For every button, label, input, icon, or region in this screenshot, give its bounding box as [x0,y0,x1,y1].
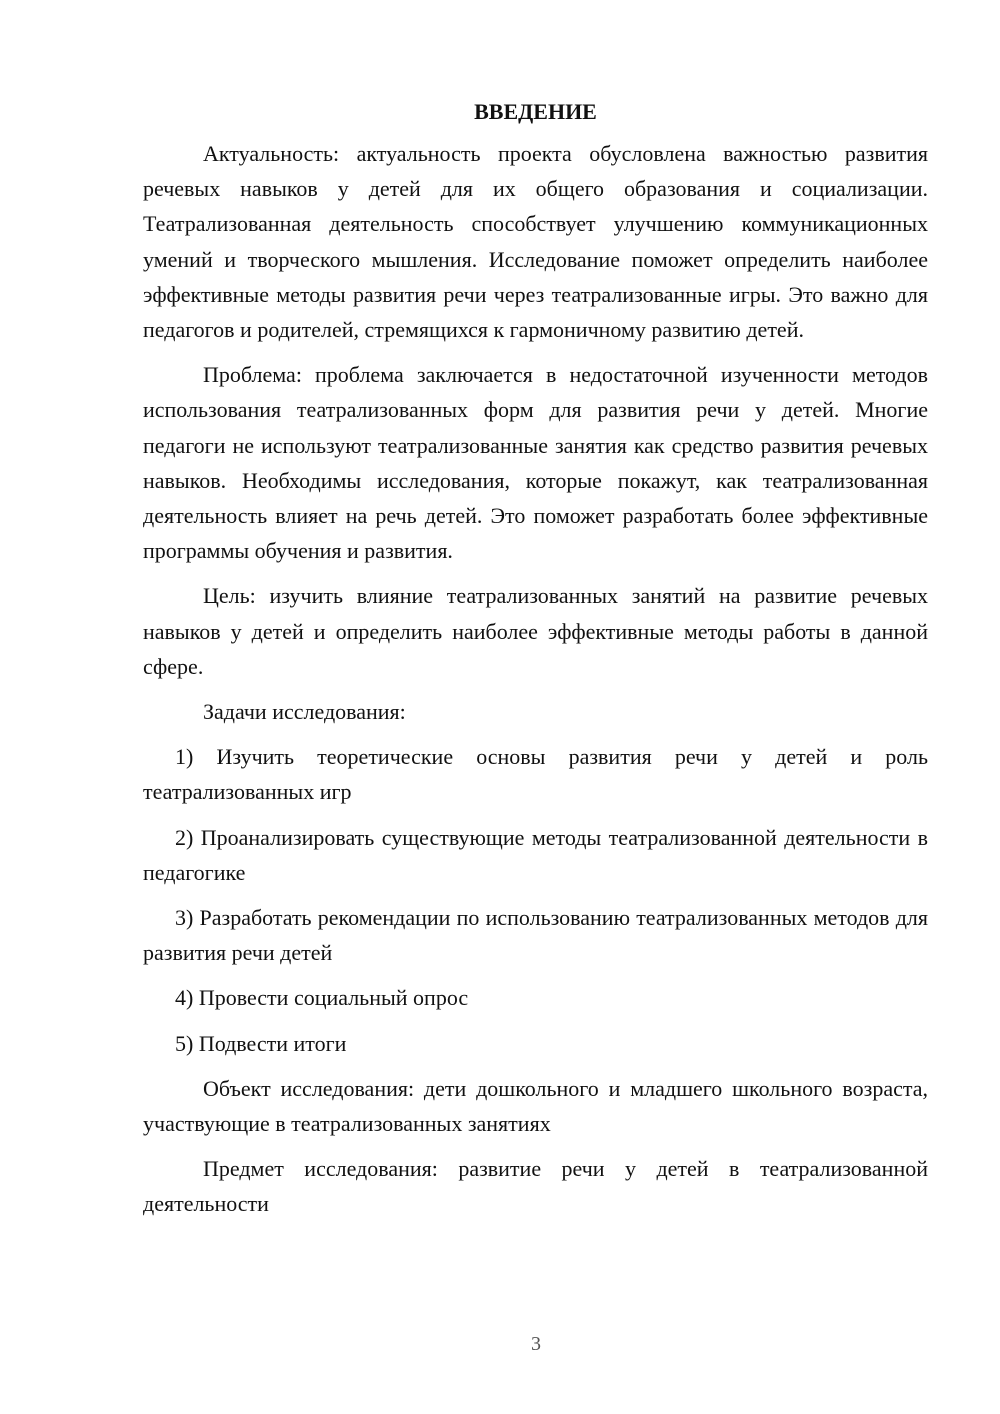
document-page [143,96,928,1232]
paragraph-subject: Предмет исследования: развитие речи у детей в театрализованной деятельности [143,1156,928,1217]
paragraph-goal: Цель: изучить влияние театрализованных занятий на развитие речевых навыков у детей и определить наиболее эффективные методы работы в данной сфере. [143,583,928,679]
paragraph-object: Объект исследования: дети дошкольного и младшего школьного возраста, участвующие в театрализованных занятиях [143,1075,928,1137]
page-title: ВВЕДЕНИЕ [474,99,597,124]
list-item: 5) Подвести итоги [175,1030,347,1056]
paragraph-problem: Проблема: проблема заключается в недостаточной изученности методов использования театрализованных форм для развития речи у детей. Многие педагоги не используют театрализованные занятия как средство развития речевых навыков. Необходимы исследования, которые покажут, как театрализованная деятельность влияет на речь детей. Это поможет разработать более эффективные программы обучения и развития. [143,362,928,564]
tasks-list [143,739,928,1061]
list-item: 2) Проанализировать существующие методы театрализованной деятельности в педагогике [143,824,928,885]
page-number: 3 [531,1333,541,1355]
tasks-heading: Задачи исследования: [203,699,406,725]
list-item: 1) Изучить теоретические основы развития речи у детей и роль театрализованных игр [143,744,928,805]
list-item: 4) Провести социальный опрос [175,985,469,1011]
paragraph-relevance: Актуальность: актуальность проекта обусловлена важностью развития речевых навыков у детей для их общего образования и социализации. Театрализованная деятельность способствует улучшению коммуникационных умений и творческого мышления. Исследование поможет определить наиболее эффективные методы развития речи через театрализованные игры. Это важно для педагогов и родителей, стремящихся к гармоничному развитию детей. [143,141,928,343]
list-item: 3) Разработать рекомендации по использованию театрализованных методов для развития речи детей [143,905,928,966]
